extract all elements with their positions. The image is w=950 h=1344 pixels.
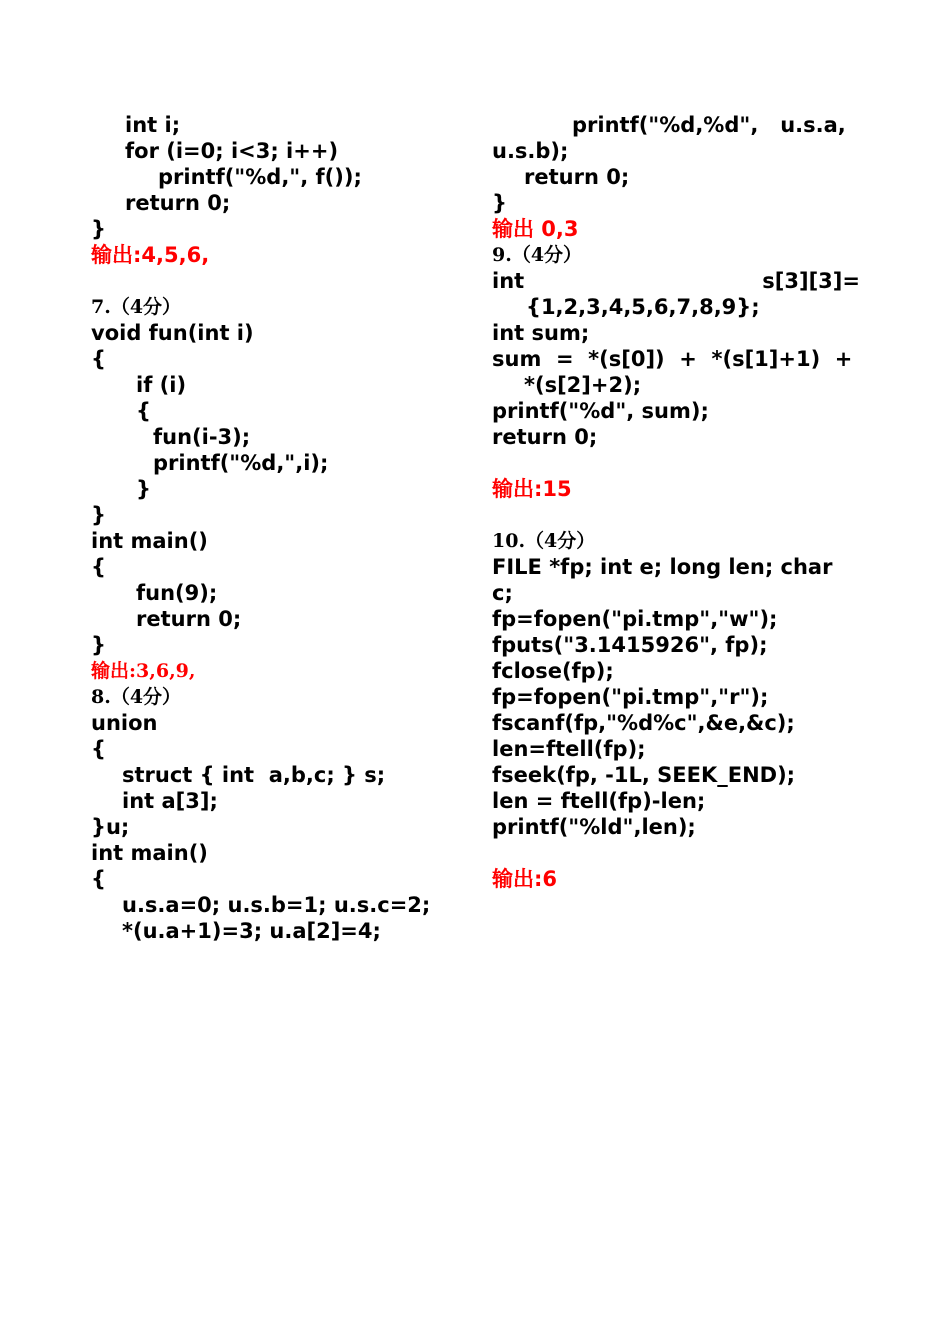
code-line: return 0; [125,191,231,215]
code-line: { [91,555,106,579]
code-line: } [91,633,106,657]
code-line: sum = *(s[0]) + *(s[1]+1) + [492,347,853,371]
code-line: fscanf(fp,"%d%c",&e,&c); [492,711,795,735]
code-line: struct { int a,b,c; } s; [122,763,386,787]
code-token: int [492,269,525,293]
code-line: } [492,191,507,215]
code-line: len = ftell(fp)-len; [492,789,706,813]
question-8-heading: 8.（4分） [91,686,182,708]
question-10-heading: 10.（4分） [492,530,596,552]
code-line: { [91,867,106,891]
blank-line [492,502,860,528]
code-line: union [91,711,158,735]
code-line: } [91,503,106,527]
code-line: fun(9); [136,581,218,605]
code-line: return 0; [492,425,598,449]
code-line: } [91,217,106,241]
answer-output: 输出 0,3 [492,217,579,241]
code-line: printf("%d", sum); [492,399,709,423]
question-9-heading: 9.（4分） [492,244,583,266]
code-line-justified [492,268,860,294]
code-line: printf("%d,%d", u.s.a, [572,113,846,137]
blank-line [492,840,860,866]
code-line: len=ftell(fp); [492,737,646,761]
code-line: for (i=0; i<3; i++) [125,139,339,163]
code-line: printf("%d,",i); [153,451,329,475]
code-line: u.s.a=0; u.s.b=1; u.s.c=2; [122,893,431,917]
code-line: u.s.b); [492,139,569,163]
code-line: fputs("3.1415926", fp); [492,633,768,657]
question-7-heading: 7.（4分） [91,296,182,318]
code-line: { [91,737,106,761]
blank-line [91,268,461,294]
left-column [91,112,461,944]
answer-output: 输出:6 [492,867,558,891]
code-line: void fun(int i) [91,321,254,345]
code-line: c; [492,581,513,605]
blank-line [492,450,860,476]
code-line: int sum; [492,321,590,345]
code-line: int a[3]; [122,789,218,813]
code-line: fp=fopen("pi.tmp","w"); [492,607,778,631]
code-line: {1,2,3,4,5,6,7,8,9}; [526,295,760,319]
code-line: }u; [91,815,130,839]
answer-output: 输出:15 [492,477,572,501]
code-line: *(u.a+1)=3; u.a[2]=4; [122,919,381,943]
code-line: fun(i-3); [153,425,251,449]
code-line: fseek(fp, -1L, SEEK_END); [492,763,796,787]
code-line: *(s[2]+2); [524,373,642,397]
code-line: fclose(fp); [492,659,614,683]
right-column [492,112,860,892]
code-line: fp=fopen("pi.tmp","r"); [492,685,769,709]
code-line: { [91,347,106,371]
code-line: int i; [125,113,181,137]
answer-output: 输出:4,5,6, [91,243,210,267]
code-line: } [136,477,151,501]
code-token: s[3][3]= [762,269,860,293]
code-line: printf("%ld",len); [492,815,696,839]
code-line: { [136,399,151,423]
code-line: if (i) [136,373,187,397]
code-line: FILE *fp; int e; long len; char [492,555,833,579]
code-line: int main() [91,841,208,865]
code-line: return 0; [524,165,630,189]
code-line: return 0; [136,607,242,631]
code-line: int main() [91,529,208,553]
code-line: printf("%d,", f()); [158,165,362,189]
answer-output: 输出:3,6,9, [91,660,196,682]
